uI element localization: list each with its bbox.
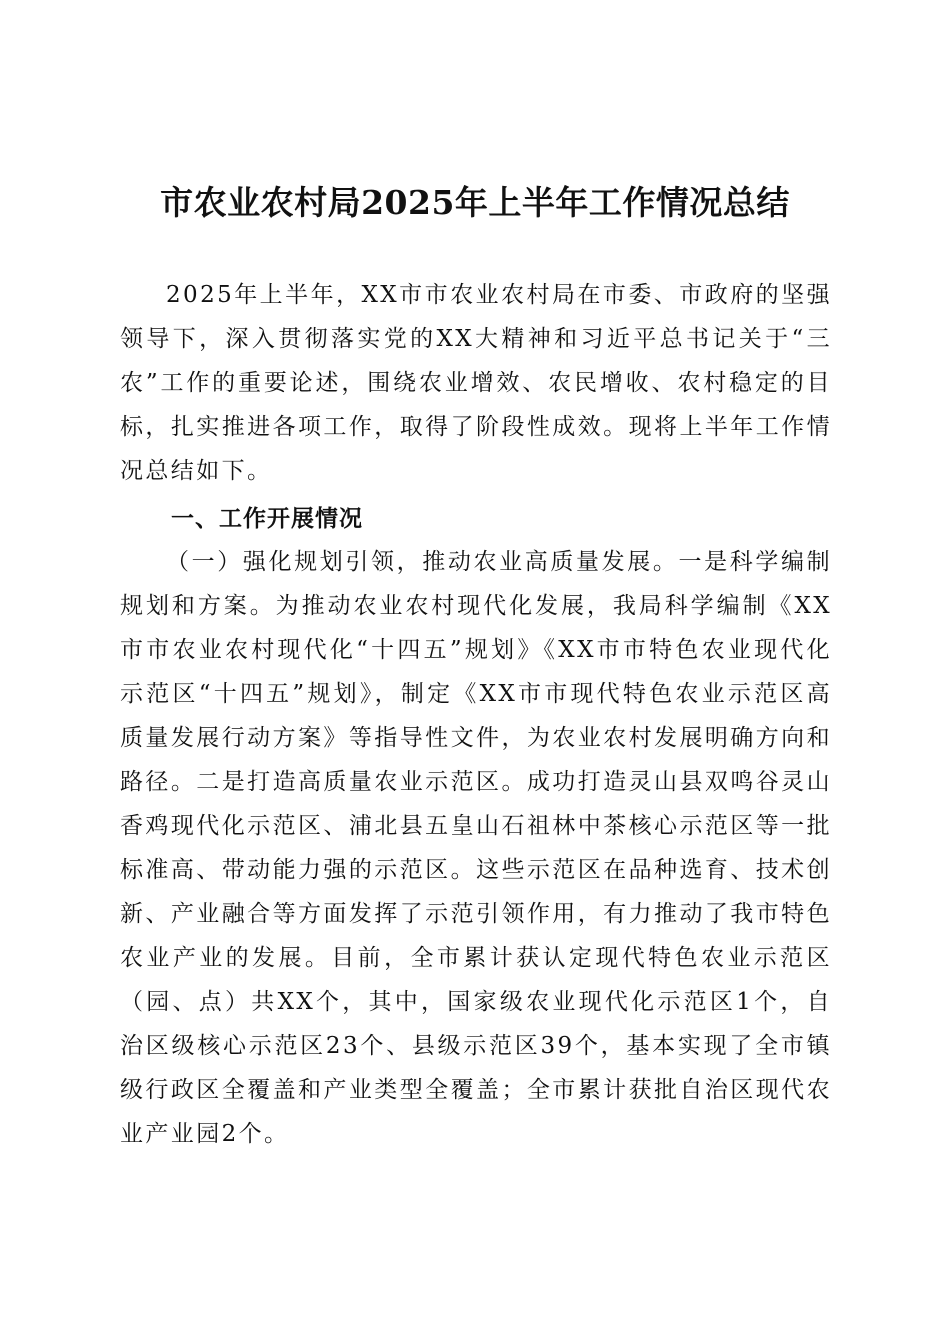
- section-paragraph: （一）强化规划引领，推动农业高质量发展。一是科学编制规划和方案。为推动农业农村现代化发展，我局科学编制《XX市市农业农村现代化“十四五”规划》《XX市市特色农业现代化示范区“十四五”规划》，制定《XX市市现代特色农业示范区高质量发展行动方案》等指导性文件，为农业农村发展明确方向和路径。二是打造高质量农业示范区。成功打造灵山县双鸣谷灵山香鸡现代化示范区、浦北县五皇山石祖林中茶核心示范区等一批标准高、带动能力强的示范区。这些示范区在品种选育、技术创新、产业融合等方面发挥了示范引领作用，有力推动了我市特色农业产业的发展。目前，全市累计获认定现代特色农业示范区（园、点）共XX个，其中，国家级农业现代化示范区1个，自治区级核心示范区23个、县级示范区39个，基本实现了全市镇级行政区全覆盖和产业类型全覆盖；全市累计获批自治区现代农业产业园2个。: [120, 549, 832, 1147]
- section-heading: 一、工作开展情况: [171, 506, 363, 532]
- intro-paragraph: 2025年上半年，XX市市农业农村局在市委、市政府的坚强领导下，深入贯彻落实党的XX大精神和习近平总书记关于“三农”工作的重要论述，围绕农业增效、农民增收、农村稳定的目标，扎实推进各项工作，取得了阶段性成效。现将上半年工作情况总结如下。: [120, 282, 832, 484]
- document-title: 市农业农村局2025年上半年工作情况总结: [160, 183, 790, 222]
